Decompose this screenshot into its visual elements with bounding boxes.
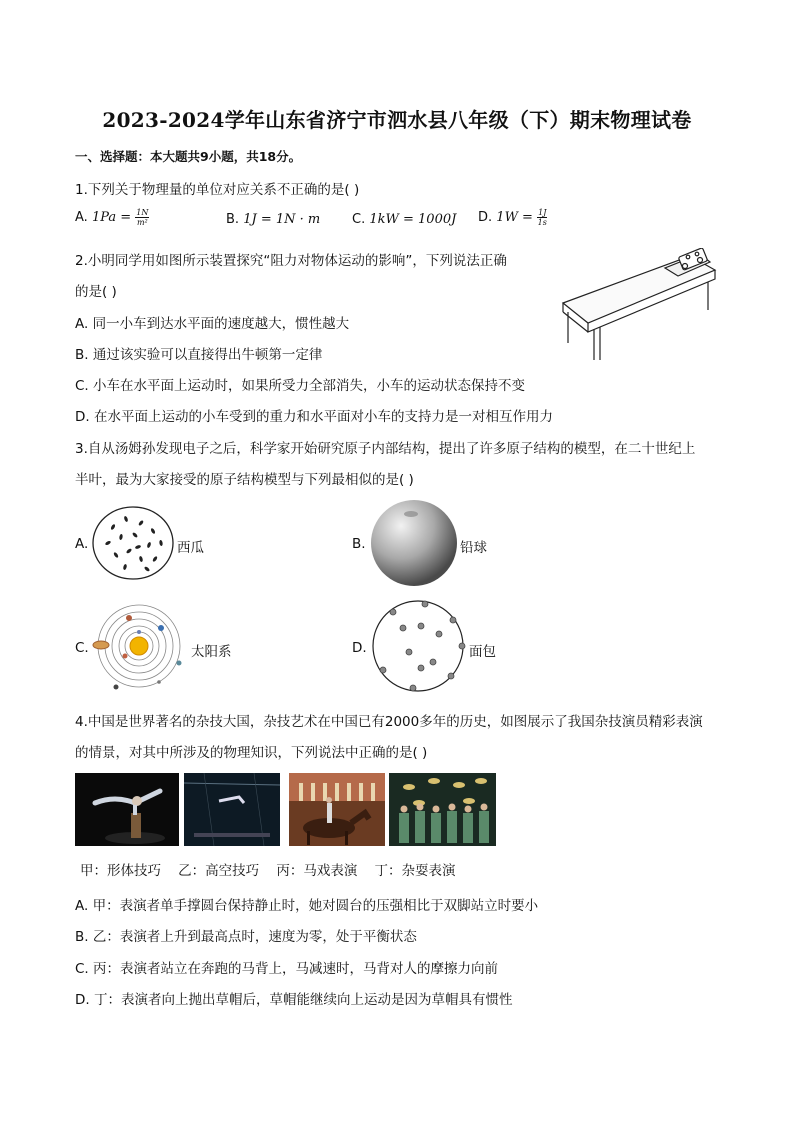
bread-model-icon — [369, 598, 467, 694]
q3-stem-line1: 3.自从汤姆孙发现电子之后，科学家开始研究原子内部结构，提出了许多原子结构的模型，在二十世纪上 — [75, 441, 696, 457]
aerial-acrobat-photo — [184, 773, 280, 846]
page-title: 2023-2024学年山东省济宁市泗水县八年级（下）期末物理试卷 — [102, 108, 692, 132]
acrobat-balance-photo — [75, 773, 179, 846]
q4-stem-line2: 的情景，对其中所涉及的物理知识，下列说法中正确的是( ) — [75, 745, 428, 761]
q1-option-d: D. 1W = $\frac{1J}{1s}$ — [478, 208, 547, 227]
q2-option-b: B. 通过该实验可以直接得出牛顿第一定律 — [75, 347, 323, 363]
q2-stem-line2: 的是( ) — [75, 284, 117, 300]
q4-option-a: A. 甲：表演者单手撑圆台保持静止时，她对圆台的压强相比于双脚站立时要小 — [75, 898, 539, 914]
q3-option-c-label: 太阳系 — [191, 644, 232, 660]
q1-option-a: A. 1Pa = $\frac{1N}{\text{m²}}$ — [75, 208, 149, 227]
q3-option-b-label: 铅球 — [460, 540, 487, 556]
q1-option-c: C. 1kW = 1000J — [352, 212, 457, 227]
q4-photo-captions: 甲：形体技巧 乙：高空技巧 丙：马戏表演 丁：杂耍表演 — [80, 863, 456, 879]
q4-option-c: C. 丙：表演者站立在奔跑的马背上，马减速时，马背对人的摩擦力向前 — [75, 961, 499, 977]
solar-system-icon — [89, 598, 189, 694]
q3-option-d-label: 面包 — [469, 644, 496, 660]
q3-stem-line2: 半叶，最为大家接受的原子结构模型与下列最相似的是( ) — [75, 472, 414, 488]
q2-option-c: C. 小车在水平面上运动时，如果所受力全部消失，小车的运动状态保持不变 — [75, 378, 526, 394]
q2-option-a: A. 同一小车到达水平面的速度越大，惯性越大 — [75, 316, 350, 332]
q3-option-a-letter: A. — [75, 536, 89, 552]
q3-option-a-label: 西瓜 — [177, 540, 204, 556]
q1-stem: 1.下列关于物理量的单位对应关系不正确的是( ) — [75, 182, 360, 198]
watermelon-model-icon — [91, 505, 175, 581]
q4-option-b: B. 乙：表演者上升到最高点时，速度为零，处于平衡状态 — [75, 929, 417, 945]
q4-stem-line1: 4.中国是世界著名的杂技大国，杂技艺术在中国已有2000多年的历史，如图展示了我国杂技演员精彩表演 — [75, 714, 703, 730]
q1-option-b: B. 1J = 1N · m — [226, 212, 321, 227]
q3-option-c-letter: C. — [75, 640, 89, 656]
incline-apparatus-figure — [560, 248, 720, 363]
juggling-hats-photo — [389, 773, 496, 846]
q2-option-d: D. 在水平面上运动的小车受到的重力和水平面对小车的支持力是一对相互作用力 — [75, 409, 553, 425]
horse-circus-photo — [289, 773, 385, 846]
q3-option-d-letter: D. — [352, 640, 367, 656]
section-heading: 一、选择题：本大题共9小题，共18分。 — [75, 149, 302, 164]
q2-stem-line1: 2.小明同学用如图所示装置探究“阻力对物体运动的影响”，下列说法正确 — [75, 253, 507, 269]
q4-option-d: D. 丁：表演者向上抛出草帽后，草帽能继续向上运动是因为草帽具有惯性 — [75, 992, 513, 1008]
shot-put-icon — [369, 498, 459, 588]
q3-option-b-letter: B. — [352, 536, 366, 552]
